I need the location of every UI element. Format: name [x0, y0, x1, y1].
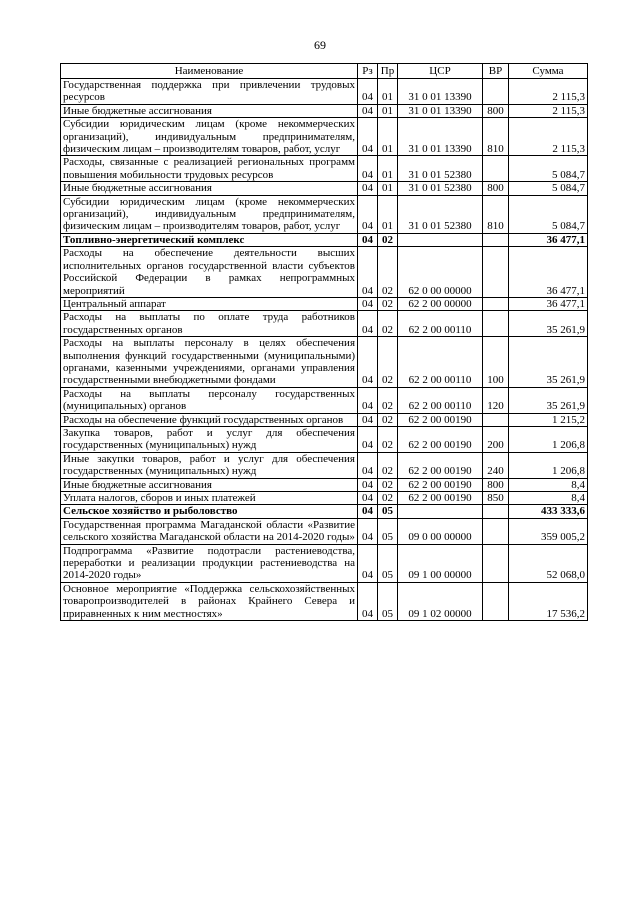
row-vr-cell	[483, 233, 509, 246]
row-pr-cell: 02	[378, 337, 398, 388]
row-name-cell: Уплата налогов, сборов и иных платежей	[61, 492, 358, 505]
row-name-cell: Сельское хозяйство и рыболовство	[61, 505, 358, 518]
table-row	[61, 478, 588, 491]
row-name-cell: Основное мероприятие «Поддержка сельскохозяйственных товаропроизводителей в районах Крайнего Севера и приравненных к ним местностях»	[61, 582, 358, 620]
row-name-cell: Государственная программа Магаданской области «Развитие сельского хозяйства Магаданской области на 2014-2020 годы»	[61, 518, 358, 544]
row-rz-cell: 04	[358, 233, 378, 246]
row-vr-cell	[483, 311, 509, 337]
row-pr-cell: 01	[378, 195, 398, 233]
row-sum-cell: 35 261,9	[509, 337, 588, 388]
row-sum-cell: 1 206,8	[509, 452, 588, 478]
row-vr-cell	[483, 247, 509, 298]
row-pr-cell: 02	[378, 452, 398, 478]
row-csr-cell: 62 2 00 00190	[398, 426, 483, 452]
header-rz: Рз	[358, 64, 378, 79]
page-number: 69	[314, 38, 326, 52]
row-csr-cell: 62 0 00 00000	[398, 247, 483, 298]
row-name-cell: Иные закупки товаров, работ и услуг для обеспечения государственных (муниципальных) нужд	[61, 452, 358, 478]
row-vr-cell	[483, 505, 509, 518]
header-sum: Сумма	[509, 64, 588, 79]
row-sum-cell: 52 068,0	[509, 544, 588, 582]
row-pr-cell: 01	[378, 118, 398, 156]
row-rz-cell: 04	[358, 195, 378, 233]
row-name-cell: Расходы на обеспечение деятельности высших исполнительных органов государственной власти субъектов Российской Федерации в рамках непрограммных мероприятий	[61, 247, 358, 298]
row-sum-cell: 2 115,3	[509, 104, 588, 117]
header-vr: ВР	[483, 64, 509, 79]
row-rz-cell: 04	[358, 452, 378, 478]
row-csr-cell: 31 0 01 13390	[398, 79, 483, 105]
row-vr-cell: 810	[483, 118, 509, 156]
row-csr-cell: 62 2 00 00110	[398, 387, 483, 413]
row-name-cell: Центральный аппарат	[61, 297, 358, 310]
row-pr-cell: 02	[378, 311, 398, 337]
row-csr-cell: 62 2 00 00190	[398, 413, 483, 426]
table-row	[61, 182, 588, 195]
table-row	[61, 118, 588, 156]
row-name-cell: Субсидии юридическим лицам (кроме некоммерческих организаций), индивидуальным предпринимателям, физическим лицам – производителям товаров, работ, услуг	[61, 195, 358, 233]
row-sum-cell: 8,4	[509, 478, 588, 491]
row-rz-cell: 04	[358, 118, 378, 156]
row-vr-cell: 850	[483, 492, 509, 505]
table-row	[61, 426, 588, 452]
row-pr-cell: 02	[378, 413, 398, 426]
table-row	[61, 311, 588, 337]
row-csr-cell: 62 2 00 00000	[398, 297, 483, 310]
row-rz-cell: 04	[358, 426, 378, 452]
row-name-cell: Расходы, связанные с реализацией региональных программ повышения мобильности трудовых ресурсов	[61, 156, 358, 182]
row-pr-cell: 02	[378, 478, 398, 491]
row-pr-cell: 01	[378, 79, 398, 105]
header-name: Наименование	[61, 64, 358, 79]
row-rz-cell: 04	[358, 505, 378, 518]
row-name-cell: Государственная поддержка при привлечении трудовых ресурсов	[61, 79, 358, 105]
table-row	[61, 233, 588, 246]
table-row	[61, 544, 588, 582]
row-sum-cell: 36 477,1	[509, 247, 588, 298]
table-row	[61, 582, 588, 620]
row-csr-cell: 62 2 00 00190	[398, 478, 483, 491]
row-name-cell: Расходы на выплаты персоналу государственных (муниципальных) органов	[61, 387, 358, 413]
row-csr-cell: 62 2 00 00110	[398, 311, 483, 337]
row-name-cell: Иные бюджетные ассигнования	[61, 104, 358, 117]
row-sum-cell: 2 115,3	[509, 79, 588, 105]
row-vr-cell: 240	[483, 452, 509, 478]
row-vr-cell	[483, 156, 509, 182]
row-pr-cell: 02	[378, 297, 398, 310]
table-row	[61, 104, 588, 117]
row-sum-cell: 35 261,9	[509, 387, 588, 413]
row-rz-cell: 04	[358, 413, 378, 426]
row-name-cell: Расходы на выплаты по оплате труда работников государственных органов	[61, 311, 358, 337]
row-pr-cell: 01	[378, 156, 398, 182]
row-rz-cell: 04	[358, 79, 378, 105]
row-sum-cell: 5 084,7	[509, 182, 588, 195]
row-vr-cell: 800	[483, 478, 509, 491]
table-row	[61, 518, 588, 544]
row-sum-cell: 433 333,6	[509, 505, 588, 518]
row-pr-cell: 05	[378, 518, 398, 544]
row-pr-cell: 02	[378, 387, 398, 413]
row-csr-cell: 62 2 00 00190	[398, 492, 483, 505]
row-csr-cell	[398, 233, 483, 246]
row-vr-cell: 800	[483, 104, 509, 117]
row-csr-cell: 31 0 01 13390	[398, 118, 483, 156]
row-rz-cell: 04	[358, 544, 378, 582]
row-csr-cell: 31 0 01 52380	[398, 182, 483, 195]
row-vr-cell	[483, 79, 509, 105]
row-name-cell: Подпрограмма «Развитие подотрасли растениеводства, переработки и реализации продукции растениеводства на 2014-2020 годы»	[61, 544, 358, 582]
table-row	[61, 297, 588, 310]
row-rz-cell: 04	[358, 582, 378, 620]
row-sum-cell: 1 215,2	[509, 413, 588, 426]
row-rz-cell: 04	[358, 478, 378, 491]
row-vr-cell: 800	[483, 182, 509, 195]
header-csr: ЦСР	[398, 64, 483, 79]
table-row	[61, 387, 588, 413]
row-rz-cell: 04	[358, 492, 378, 505]
row-rz-cell: 04	[358, 518, 378, 544]
table-row	[61, 452, 588, 478]
row-csr-cell: 09 0 00 00000	[398, 518, 483, 544]
table-row	[61, 156, 588, 182]
row-pr-cell: 01	[378, 182, 398, 195]
row-name-cell: Расходы на обеспечение функций государственных органов	[61, 413, 358, 426]
row-pr-cell: 02	[378, 492, 398, 505]
row-name-cell: Расходы на выплаты персоналу в целях обеспечения выполнения функций государственными (муниципальными) органами, казенными учреждениями, органами управления государственными внебюджетными фондами	[61, 337, 358, 388]
row-pr-cell: 01	[378, 104, 398, 117]
row-vr-cell: 120	[483, 387, 509, 413]
row-vr-cell	[483, 297, 509, 310]
table-row	[61, 247, 588, 298]
row-sum-cell: 5 084,7	[509, 195, 588, 233]
table-row	[61, 337, 588, 388]
table-row	[61, 505, 588, 518]
row-vr-cell	[483, 544, 509, 582]
row-csr-cell: 31 0 01 13390	[398, 104, 483, 117]
row-name-cell: Иные бюджетные ассигнования	[61, 478, 358, 491]
row-sum-cell: 36 477,1	[509, 233, 588, 246]
row-vr-cell: 200	[483, 426, 509, 452]
row-sum-cell: 359 005,2	[509, 518, 588, 544]
row-pr-cell: 02	[378, 247, 398, 298]
row-csr-cell: 31 0 01 52380	[398, 195, 483, 233]
row-rz-cell: 04	[358, 156, 378, 182]
row-sum-cell: 8,4	[509, 492, 588, 505]
row-rz-cell: 04	[358, 337, 378, 388]
row-sum-cell: 36 477,1	[509, 297, 588, 310]
table-row	[61, 492, 588, 505]
row-pr-cell: 05	[378, 505, 398, 518]
row-vr-cell: 100	[483, 337, 509, 388]
row-sum-cell: 35 261,9	[509, 311, 588, 337]
row-vr-cell: 810	[483, 195, 509, 233]
row-sum-cell: 2 115,3	[509, 118, 588, 156]
row-rz-cell: 04	[358, 104, 378, 117]
row-vr-cell	[483, 413, 509, 426]
table-row	[61, 79, 588, 105]
row-sum-cell: 5 084,7	[509, 156, 588, 182]
row-pr-cell: 05	[378, 544, 398, 582]
row-vr-cell	[483, 518, 509, 544]
row-csr-cell	[398, 505, 483, 518]
row-name-cell: Топливно-энергетический комплекс	[61, 233, 358, 246]
row-sum-cell: 1 206,8	[509, 426, 588, 452]
row-pr-cell: 02	[378, 233, 398, 246]
row-rz-cell: 04	[358, 182, 378, 195]
table-row	[61, 195, 588, 233]
table-header-row	[61, 64, 588, 79]
row-name-cell: Закупка товаров, работ и услуг для обеспечения государственных (муниципальных) нужд	[61, 426, 358, 452]
header-pr: Пр	[378, 64, 398, 79]
row-name-cell: Субсидии юридическим лицам (кроме некоммерческих организаций), индивидуальным предпринимателям, физическим лицам – производителям товаров, работ, услуг	[61, 118, 358, 156]
row-vr-cell	[483, 582, 509, 620]
row-name-cell: Иные бюджетные ассигнования	[61, 182, 358, 195]
row-rz-cell: 04	[358, 247, 378, 298]
row-csr-cell: 09 1 00 00000	[398, 544, 483, 582]
row-rz-cell: 04	[358, 387, 378, 413]
row-sum-cell: 17 536,2	[509, 582, 588, 620]
table-row	[61, 413, 588, 426]
row-rz-cell: 04	[358, 297, 378, 310]
row-csr-cell: 09 1 02 00000	[398, 582, 483, 620]
row-rz-cell: 04	[358, 311, 378, 337]
row-pr-cell: 02	[378, 426, 398, 452]
row-csr-cell: 31 0 01 52380	[398, 156, 483, 182]
budget-table	[60, 63, 588, 621]
row-csr-cell: 62 2 00 00110	[398, 337, 483, 388]
row-pr-cell: 05	[378, 582, 398, 620]
row-csr-cell: 62 2 00 00190	[398, 452, 483, 478]
